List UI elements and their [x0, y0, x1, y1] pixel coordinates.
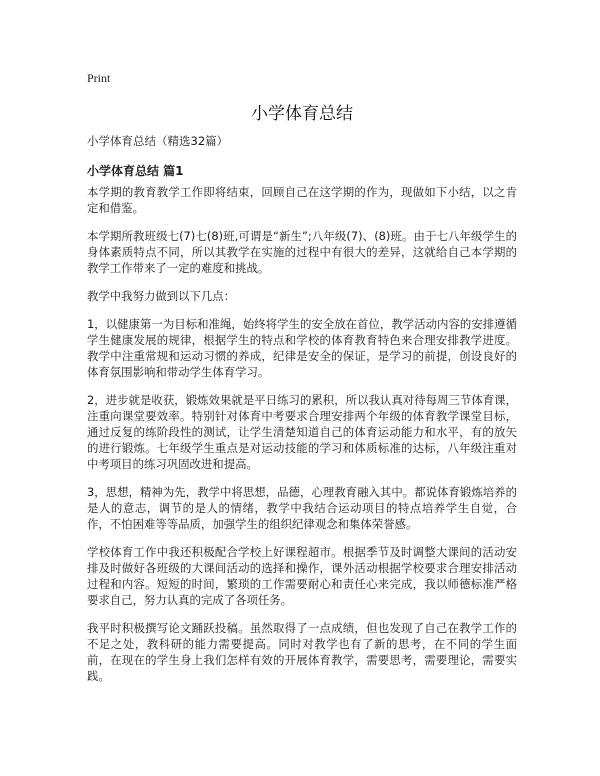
print-label[interactable]: Print [87, 71, 111, 85]
paragraph-point-3: 3，思想，精神为先，教学中将思想，品德，心理教育融入其中。都说体育锻炼培养的是人的意志，调节的是人的情绪，教学中我结合运动项目的特点培养学生自觉，合作，不怕困难等等品质，加强学生的组织纪律观念和集体荣誉感。 [87, 485, 517, 531]
section-heading: 小学体育总结 篇1 [87, 164, 184, 178]
paragraph-point-1: 1，以健康第一为目标和准绳，始终将学生的安全放在首位，教学活动内容的安排遵循学生健康发展的规律，根据学生的特点和学校的体育教育特色来合理安排教学进度。教学中注重常规和运动习惯的养成，纪律是安全的保证，是学习的前提，创设良好的体育氛围影响和带动学生体育学习。 [87, 317, 517, 379]
paragraph-intro: 本学期的教育教学工作即将结束，回顾自己在这学期的作为，现做如下小结，以之肯定和借鉴。 [87, 185, 517, 215]
paragraph-research: 我平时积极撰写论文踊跃投稿。虽然取得了一点成绩，但也发现了自己在教学工作的不足之处，教科研的能力需要提高。同时对教学也有了新的思考，在不同的学生面前，在现在的学生身上我们怎样有效的开展体育教学，需要思考，需要理论，需要实践。 [87, 621, 517, 683]
document-subtitle: 小学体育总结（精选32篇） [87, 134, 229, 148]
page-title: 小学体育总结 [251, 104, 353, 124]
paragraph-school-work: 学校体育工作中我还积极配合学校上好课程超市。根据季节及时调整大课间的活动安排及时做好各班级的大课间活动的选择和操作，课外活动根据学校要求合理安排活动过程和内容。短短的时间，繁琐的工作需要耐心和责任心来完成，我以师德标准严格要求自己，努力认真的完成了各项任务。 [87, 545, 517, 607]
paragraph-point-2: 2，进步就是收获，锻炼效果就是平日练习的累积，所以我认真对待每周三节体育课，注重向课堂要效率。特别针对体育中考要求合理安排两个年级的体育教学课堂目标，通过反复的练阶段性的测试，让学生清楚知道自己的体育运动能力和水平，有的放矢的进行锻炼。七年级学生重点是对运动技能的学习和体质标准的达标，八年级注重对中考项目的练习巩固改进和提高。 [87, 393, 517, 471]
paragraph-points-intro: 教学中我努力做到以下几点： [87, 289, 236, 303]
paragraph-classes: 本学期所教班级七(7)七(8)班,可谓是“新生”;八年级(7)、(8)班。由于七八年级学生的身体素质特点不同，所以其教学在实施的过程中有很大的差异，这就给自己本学期的教学工作带来了一定的难度和挑战。 [87, 229, 517, 275]
body-text [87, 184, 517, 696]
